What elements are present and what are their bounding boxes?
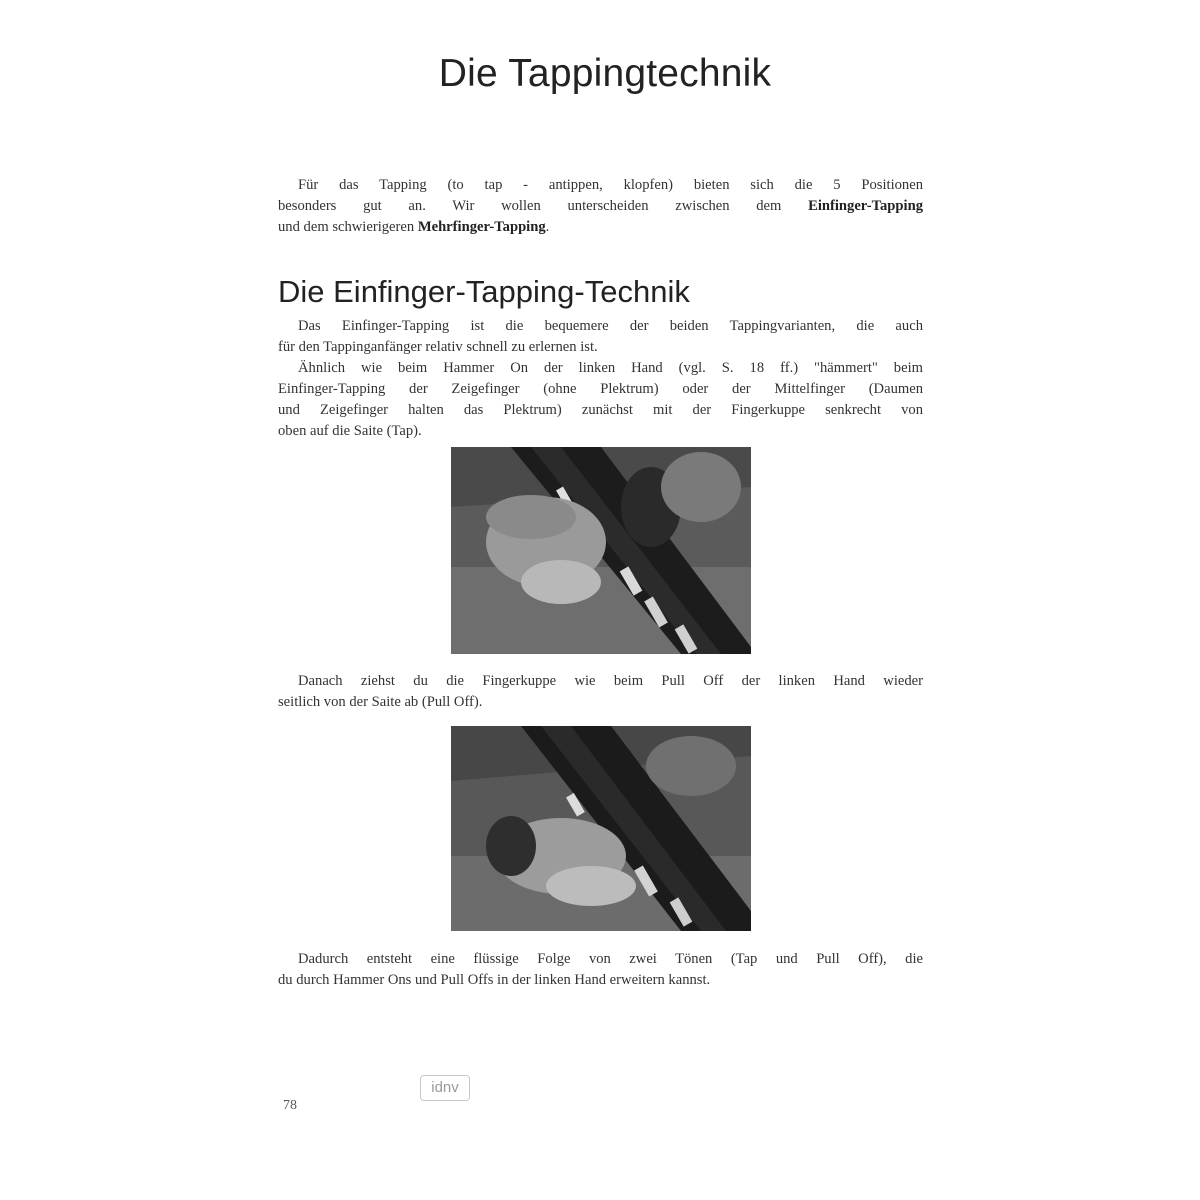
photo-pull-off [451, 726, 751, 931]
paragraph-pull-off [278, 671, 923, 713]
term-einfinger-tapping: Einfinger-Tapping [808, 198, 923, 214]
p3-line-1: Danach ziehst du die Fingerkuppe wie beim Pull Off der linken Hand wieder [298, 673, 923, 689]
page-title: Die Tappingtechnik [438, 52, 772, 95]
paragraph-conclusion [278, 949, 923, 991]
paragraph-einfinger-intro [278, 316, 923, 442]
p4-line-1: Dadurch entsteht eine flüssige Folge von zwei Tönen (Tap und Pull Off), die [298, 951, 923, 967]
p4-line-2: du durch Hammer Ons und Pull Offs in der linken Hand erweitern kannst. [278, 972, 711, 988]
section-title: Die Einfinger-Tapping-Technik [278, 274, 690, 309]
intro-line-1: Für das Tapping (to tap - antippen, klopfen) bieten sich die 5 Positionen [298, 177, 923, 193]
intro-paragraph [278, 175, 923, 238]
p1-line-2: für den Tappinganfänger relativ schnell zu erlernen ist. [278, 339, 598, 355]
p3-line-2: seitlich von der Saite ab (Pull Off). [278, 694, 483, 710]
p2-line-2: Einfinger-Tapping der Zeigefinger (ohne Plektrum) oder der Mittelfinger (Daumen [278, 381, 923, 397]
intro-line-2: besonders gut an. Wir wollen unterscheiden zwischen dem Einfinger-Tapping [278, 198, 923, 214]
p2-line-1: Ähnlich wie beim Hammer On der linken Hand (vgl. S. 18 ff.) "hämmert" beim [298, 360, 923, 376]
intro-line-3: und dem schwierigeren Mehrfinger-Tapping. [278, 219, 550, 235]
term-mehrfinger-tapping: Mehrfinger-Tapping [417, 219, 546, 235]
p2-line-3: und Zeigefinger halten das Plektrum) zunächst mit der Fingerkuppe senkrecht von [278, 402, 923, 418]
page-number: 78 [283, 1098, 297, 1113]
p1-line-1: Das Einfinger-Tapping ist die bequemere der beiden Tappingvarianten, die auch [298, 318, 923, 334]
p2-line-4: oben auf die Saite (Tap). [278, 423, 422, 439]
photo-tap [451, 447, 751, 654]
watermark-logo: idnv [420, 1075, 470, 1101]
